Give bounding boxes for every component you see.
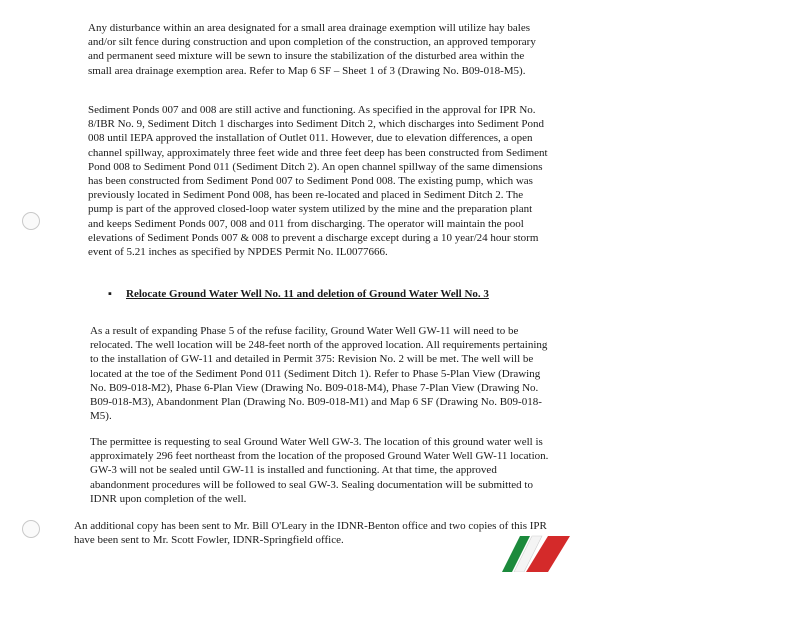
punch-hole-icon (22, 212, 40, 230)
company-logo-icon (498, 532, 574, 572)
bullet-icon: ▪ (108, 288, 112, 300)
section-heading (108, 287, 568, 301)
punch-hole-icon (22, 520, 40, 538)
paragraph-seal-gw3: The permittee is requesting to seal Ground Water Well GW-3. The location of this ground water well is approximately 296 feet northeast from the location of the proposed Ground Water Well GW-11 location. GW-3 will not be sealed until GW-11 is installed and functioning. At that time, the approved abandonment procedures will be followed to seal GW-3. Sealing documentation will be submitted to IDNR upon completion of the well. (90, 436, 549, 505)
paragraph-small-area-drainage: Any disturbance within an area designated for a small area drainage exemption will utilize hay bales and/or silt fence during construction and upon completion of the construction, an approved temporary and permanent seed mixture will be sewn to insure the stabilization of the disturbed area within the small area drainage exemption area. Refer to Map 6 SF – Sheet 1 of 3 (Drawing No. B09-018-M5). (88, 22, 536, 77)
paragraph-sediment-ponds: Sediment Ponds 007 and 008 are still active and functioning. As specified in the approval for IPR No. 8/IBR No. 9, Sediment Ditch 1 discharges into Sediment Ditch 2, which discharges into Sediment Pond 008 until IEPA approved the installation of Outlet 011. However, due to elevation differences, a open channel spillway, approximately three feet wide and three feet deep has been constructed from Sediment Pond 008 to Sediment Pond 011 (Sediment Ditch 2). An open channel spillway of the same dimensions has been constructed from Sediment Pond 007 to Sediment Pond 008. The existing pump, which was previously located in Sediment Pond 008, has been re-located and placed in Sediment Ditch 2. The pump is part of the approved closed-loop water system utilized by the mine and the preparation plant and keeps Sediment Ponds 007, 008 and 011 from discharging. The operator will maintain the pool elevations of Sediment Ponds 007 & 008 to prevent a discharge except during a 10 year/24 hour storm event of 5.21 inches as specified by NPDES Permit No. IL0077666. (88, 104, 548, 259)
paragraph-copies: An additional copy has been sent to Mr. Bill O'Leary in the IDNR-Benton office and two copies of this IPR have been sent to Mr. Scott Fowler, IDNR-Springfield office. (74, 520, 547, 547)
paragraph-relocate-well: As a result of expanding Phase 5 of the refuse facility, Ground Water Well GW-11 will need to be relocated. The well location will be 248-feet north of the approved location. All requirements pertaining to the installation of GW-11 and detailed in Permit 375: Revision No. 2 will be met. The well will be located at the toe of the Sediment Pond 011 (Sediment Ditch 1). Refer to Phase 5-Plan View (Drawing No. B09-018-M2), Phase 6-Plan View (Drawing No. B09-018-M4), Phase 7-Plan View (Drawing No. B09-018-M3), Abandonment Plan (Drawing No. B09-018-M1) and Map 6 SF (Drawing No. B09-018-M5). (90, 325, 548, 423)
section-heading-text: Relocate Ground Water Well No. 11 and deletion of Ground Water Well No. 3 (126, 288, 489, 300)
